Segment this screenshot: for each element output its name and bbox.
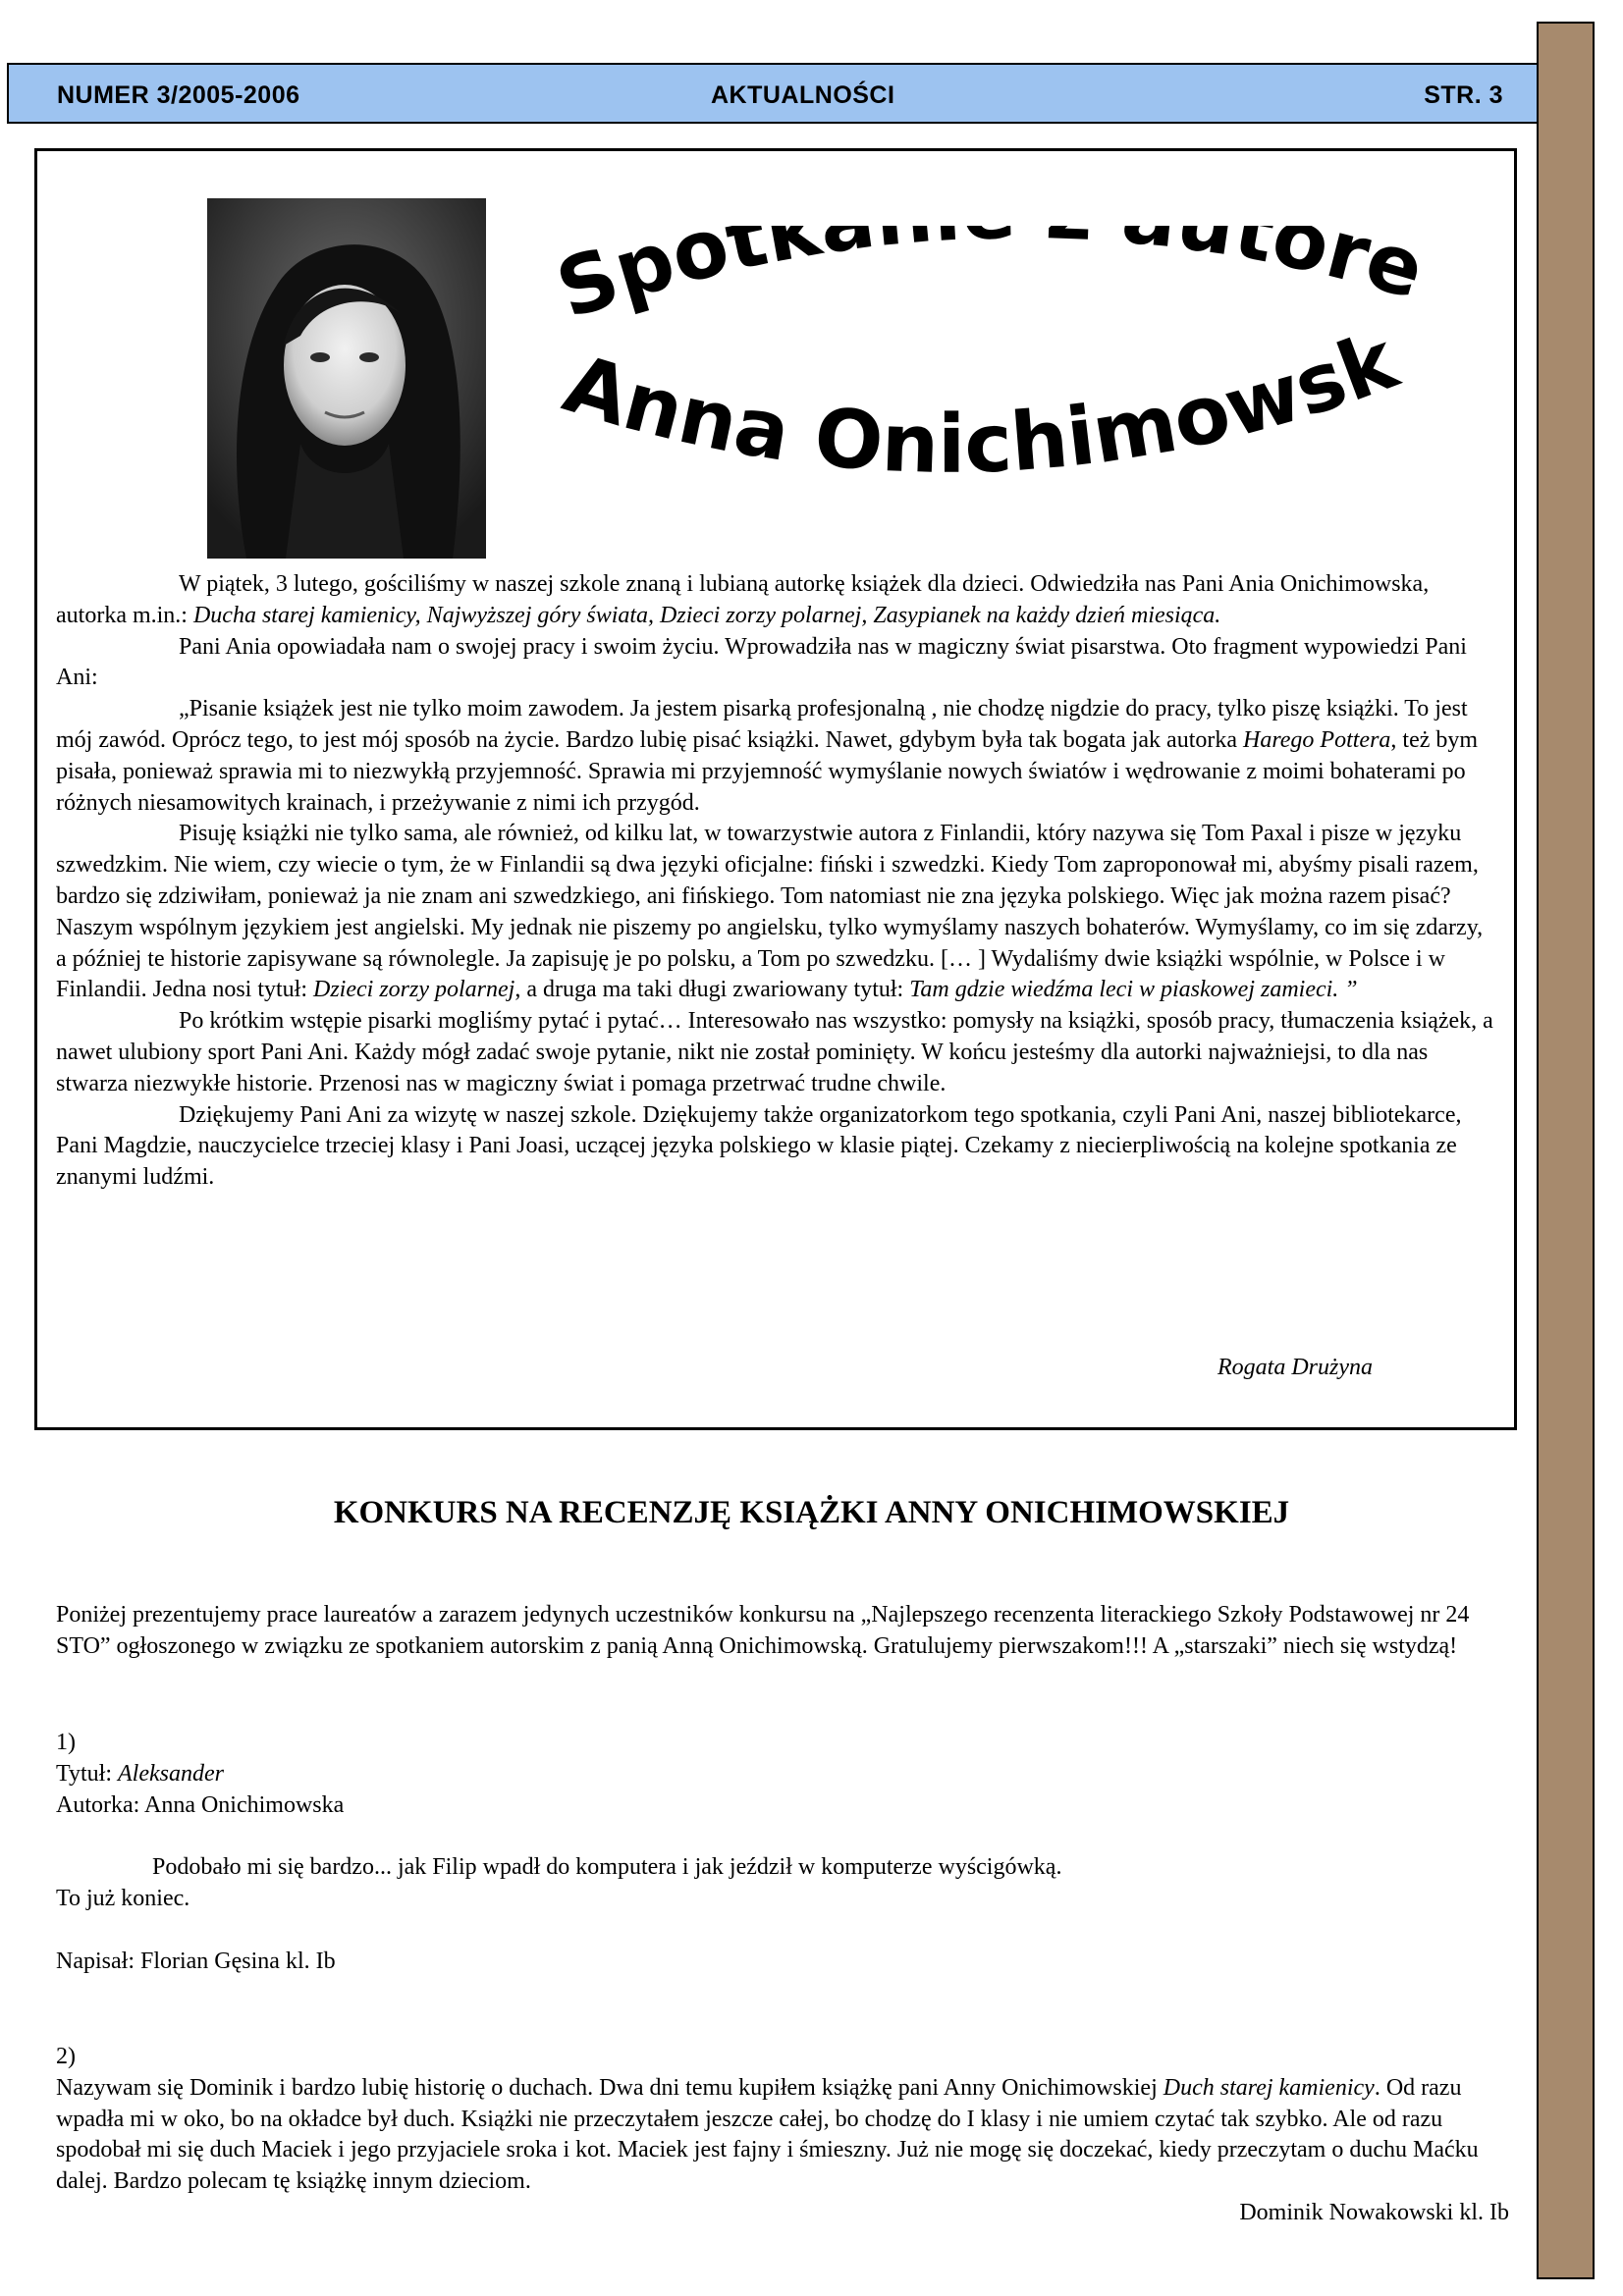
issue-number: NUMER 3/2005-2006 [57,81,300,109]
entry-1-title: Tytuł: Aleksander [56,1760,224,1787]
paragraph-6: Dziękujemy Pani Ani za wizytę w naszej szkole. Dziękujemy także organizatorkom tego spotkania, czyli Pani Ani, naszej bibliotekarce, Pani Magdzie, nauczycielce trzeciej klasy i Pani Joasi, uczącej języka polskiego w klasie piątej. Czekamy z niecierpliwością na kolejne spotkania ze znanymi ludźmi. [56,1101,1462,1191]
entry-1-text: Podobało mi się bardzo... jak Filip wpadł do komputera i jak jeździł w komputerze wyścigówką. [152,1854,1062,1881]
page-header [7,63,1539,124]
paragraph-2: Pani Ania opowiadała nam o swojej pracy i swoim życiu. Wprowadziła nas w magiczny świat pisarstwa. Oto fragment wypowiedzi Pani Ani: [56,633,1467,691]
entry-2-number: 2) [56,2044,76,2069]
entry-2-signature: Dominik Nowakowski kl. Ib [1239,2199,1509,2225]
entry-2 [56,2042,1509,2229]
paragraph-quote: „Pisanie książek jest nie tylko moim zawodem. Ja jestem pisarką profesjonalną , nie chodzę nigdzie do pracy, tylko piszę książki. To jest mój zawód. Oprócz tego, to jest mój sposób na życie. Bardzo lubię pisać książki. Nawet, gdybym była tak bogata jak autorka Harego Pottera, też bym pisała, ponieważ sprawia mi to niezwykłą przyjemność. Sprawia mi przyjemność wymyślanie nowych światów i wędrowanie z moimi bohaterami po różnych niesamowitych krainach, i przeżywanie z nimi ich przygód. [56,696,1479,816]
paragraph-5: Po krótkim wstępie pisarki mogliśmy pytać i pytać… Interesowało nas wszystko: pomysły na książki, sposób pracy, tłumaczenia książek, a nawet ulubiony sport Pani Ani. Każdy mógł zadać swoje pytanie, nikt nie został pominięty. W końcu jesteśmy dla autorki najważniejsi, to dla nas stwarza niezwykłe historie. Przenosi nas w magiczny świat i pomaga przetrwać trudne chwile. [56,1008,1493,1096]
entry-2-text: Nazywam się Dominik i bardzo lubię historię o duchach. Dwa dni temu kupiłem książkę pani Anny Onichimowskiej Duch starej kamienicy. Od razu wpadła mi w oko, bo na okładce był duch. Książki nie przeczytałem jeszcze całej, bo chodzę do I klasy i nie umiem czytać tak szybko. Ale od razu spodobał mi się duch Maciek i jego przyjaciele sroka i kot. Maciek jest fajny i śmieszny. Już nie mogę się doczekać, kiedy przeczytam o duchu Maćku dalej. Bardzo polecam tę książkę innym dzieciom. [56,2074,1479,2195]
contest-title: KONKURS NA RECENZJĘ KSIĄŻKI ANNY ONICHIMOWSKIEJ [333,1495,1290,1530]
entry-1 [56,1728,1509,1977]
entry-1-signature: Napisał: Florian Gęsina kl. Ib [56,1948,336,1974]
entry-1-end: To już koniec. [56,1885,190,1911]
headline-line-2: Anna Onichimowsk [554,313,1409,492]
contest-intro: Poniżej prezentujemy prace laureatów a zarazem jedynych uczestników konkursu na „Najlepszego recenzenta literackiego Szkoły Podstawowej nr 24 STO” ogłoszonego w związku ze spotkaniem autorskim z panią Anną Onichimowską. Gratulujemy pierwszakom!!! A „starszaki” niech się wstydzą! [56,1602,1470,1659]
article-body [56,569,1494,1194]
section-title: AKTUALNOŚCI [711,81,895,109]
author-portrait [207,198,486,559]
paragraph-intro: W piątek, 3 lutego, gościliśmy w naszej szkole znaną i lubianą autorkę książek dla dzieci. Odwiedziła nas Pani Ania Onichimowska, autorka m.in.: Ducha starej kamienicy, Najwyższej góry świata, Dzieci zorzy polarnej, Zasypianek na każdy dzień miesiąca. [56,571,1430,628]
article-signature: Rogata Drużyna [1217,1355,1373,1380]
article-headline [550,226,1434,550]
headline-line-1: Spotk tore [550,226,1434,338]
side-decorative-bar [1537,22,1595,2279]
entry-1-author: Autorka: Anna Onichimowska [56,1791,345,1818]
paragraph-4: Pisuję książki nie tylko sama, ale również, od kilku lat, w towarzystwie autora z Finlandii, który nazywa się Tom Paxal i pisze w języku szwedzkim. Nie wiem, czy wiecie o tym, że w Finlandii są dwa języki oficjalne: fiński i szwedzki. Kiedy Tom zaproponował mi, abyśmy pisali razem, bardzo się zdziwiłam, ponieważ ja nie znam ani szwedzkiego, ani fińskiego. Tom natomiast nie zna języka polskiego. Więc jak można razem pisać? Naszym wspólnym językiem jest angielski. My jednak nie piszemy po angielsku, tylko wymyślamy naszych bohaterów. Wymyślamy, co im się zdarzy, a później te historie zapisywane są równolegle. Ja zapisuję je po polsku, a Tom po szwedzku. [… ] Wydaliśmy dwie książki wspólnie, w Polsce i w Finlandii. Jedna nosi tytuł: Dzieci zorzy polarnej, a druga ma taki długi zwariowany tytuł: Tam gdzie wiedźma leci w piaskowej zamieci. ” [56,821,1484,1003]
entry-1-number: 1) [56,1730,76,1755]
page-number: STR. 3 [1424,81,1503,109]
